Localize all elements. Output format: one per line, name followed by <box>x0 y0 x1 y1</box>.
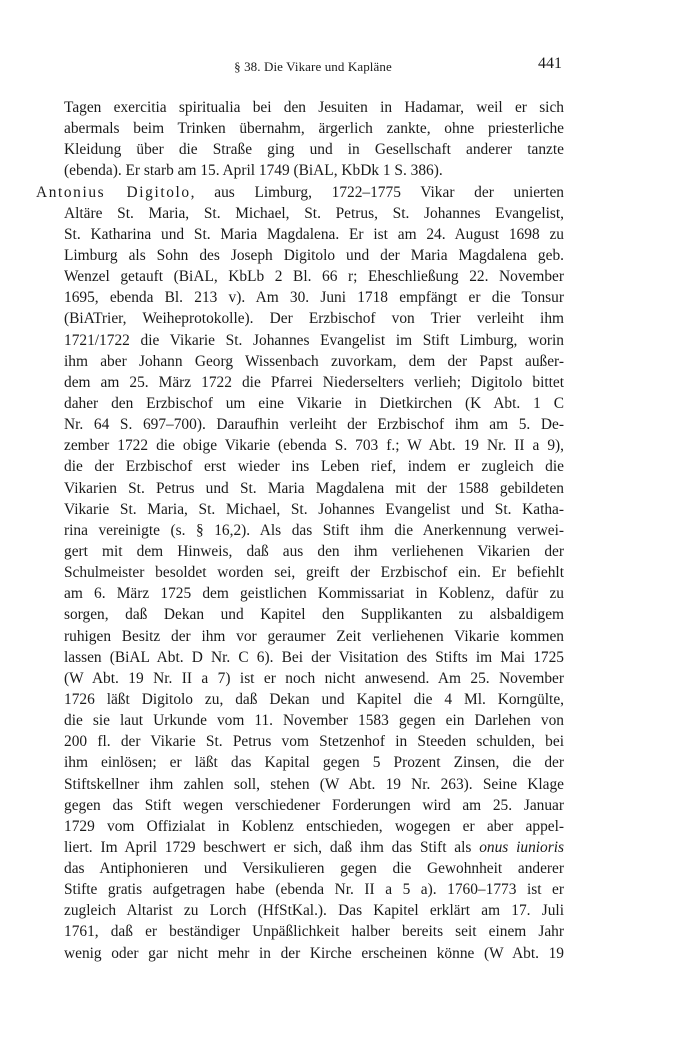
text-line: 1761, daß er beständiger Unpäßlichkeit halber bereits seit einem Jahr <box>64 923 564 941</box>
running-head <box>64 55 562 79</box>
section-title: § 38. Die Vikare und Kapläne <box>234 59 392 74</box>
text-line: wenig oder gar nicht mehr in der Kirche erscheinen könne (W Abt. 19 <box>64 944 564 962</box>
text-line: 1726 läßt Digitolo zu, daß Dekan und Kapitel die 4 Ml. Korngülte, <box>64 690 564 708</box>
text-line: liert. Im April 1729 beschwert er sich, daß ihm das Stift als onus iunioris <box>64 838 565 856</box>
text-line: ihm aber Johann Georg Wissenbach zuvorkam, dem der Papst außer- <box>64 352 564 370</box>
text-line: (BiATrier, Weiheprotokolle). Der Erzbischof von Trier verleiht ihm <box>64 310 564 328</box>
text-line: (W Abt. 19 Nr. II a 7) ist er noch nicht anwesend. Am 25. November <box>64 669 564 687</box>
page-number: 441 <box>538 55 562 72</box>
text-line: abermals beim Trinken übernahm, ärgerlich zankte, ohne priesterliche <box>64 120 564 138</box>
person-name: Antonius Digitolo <box>36 183 191 201</box>
text-line: Altäre St. Maria, St. Michael, St. Petrus, St. Johannes Evangelist, <box>64 204 564 222</box>
text-line: Vikarie St. Maria, St. Michael, St. Johannes Evangelist und St. Katha- <box>64 500 564 518</box>
entry-heading-line: Antonius Digitolo, aus Limburg, 1722–1775 Vikar der unierten <box>36 183 564 201</box>
body-text <box>36 97 564 964</box>
text-line: zugleich Altarist zu Lorch (HfStKal.). Das Kapitel erklärt am 17. Juli <box>64 902 564 920</box>
text-line: gert mit dem Hinweis, daß aus den ihm verliehenen Vikarien der <box>64 542 564 560</box>
text-line: sorgen, daß Dekan und Kapitel den Supplikanten zu alsbaldigem <box>64 606 564 624</box>
text-line: Schulmeister besoldet worden sei, greift der Erzbischof ein. Er befiehlt <box>64 564 564 582</box>
text-line: 1721/1722 die Vikarie St. Johannes Evangelist im Stift Limburg, worin <box>64 331 564 349</box>
text-line: die sie laut Urkunde vom 11. November 1583 gegen ein Darlehen von <box>64 712 564 730</box>
text-line: die der Erzbischof erst wieder ins Leben rief, indem er zugleich die <box>64 458 564 476</box>
text-line: (ebenda). Er starb am 15. April 1749 (BiAL, KbDk 1 S. 386). <box>64 162 443 180</box>
text-line: 1695, ebenda Bl. 213 v). Am 30. Juni 1718 empfängt er die Tonsur <box>64 289 564 307</box>
text-line: gegen das Stift wegen verschiedener Forderungen wird am 25. Januar <box>64 796 564 814</box>
text-line: das Antiphonieren und Versikulieren gegen die Gewohnheit anderer <box>64 860 564 878</box>
text-line: Limburg als Sohn des Joseph Digitolo und der Maria Magdalena geb. <box>64 246 564 264</box>
text-line: ihm einlösen; er läßt das Kapital gegen 5 Prozent Zinsen, die der <box>64 754 564 772</box>
text-line: am 6. März 1725 dem geistlichen Kommissariat in Koblenz, dafür zu <box>64 585 564 603</box>
text-line: 1729 vom Offizialat in Koblenz entschieden, wogegen er aber appel- <box>64 817 564 835</box>
text-line: Kleidung über die Straße ging und in Gesellschaft anderer tanzte <box>64 141 564 159</box>
text-line: daher den Erzbischof um eine Vikarie in Dietkirchen (K Abt. 1 C <box>64 394 564 412</box>
latin-phrase: onus iunioris <box>479 838 565 856</box>
text-line: lassen (BiAL Abt. D Nr. C 6). Bei der Visitation des Stifts im Mai 1725 <box>64 648 564 666</box>
text-line: zember 1722 die obige Vikarie (ebenda S. 703 f.; W Abt. 19 Nr. II a 9), <box>64 437 564 455</box>
text-line: ruhigen Besitz der ihm vor geraumer Zeit verliehenen Vikarie kommen <box>64 627 564 645</box>
text-line: Stifte gratis aufgetragen habe (ebenda Nr. II a 5 a). 1760–1773 ist er <box>64 881 564 899</box>
text-line: Stiftskellner ihm zahlen soll, stehen (W Abt. 19 Nr. 263). Seine Klage <box>64 775 564 793</box>
text-line: Wenzel getauft (BiAL, KbLb 2 Bl. 66 r; Eheschließung 22. November <box>64 268 564 286</box>
text-line: Nr. 64 S. 697–700). Daraufhin verleiht der Erzbischof ihm am 5. De- <box>64 416 564 434</box>
text-line: St. Katharina und St. Maria Magdalena. Er ist am 24. August 1698 zu <box>64 225 564 243</box>
text-line: 200 fl. der Vikarie St. Petrus vom Stetzenhof in Steeden schulden, bei <box>64 733 564 751</box>
text-line: dem am 25. März 1722 die Pfarrei Niederselters verlieh; Digitolo bittet <box>64 373 564 391</box>
text-line: Vikarien St. Petrus und St. Maria Magdalena mit der 1588 gebildeten <box>64 479 564 497</box>
text-line: Tagen exercitia spiritualia bei den Jesuiten in Hadamar, weil er sich <box>64 99 564 116</box>
text-line: rina vereinigte (s. § 16,2). Als das Stift ihm die Anerkennung verwei- <box>64 521 564 539</box>
